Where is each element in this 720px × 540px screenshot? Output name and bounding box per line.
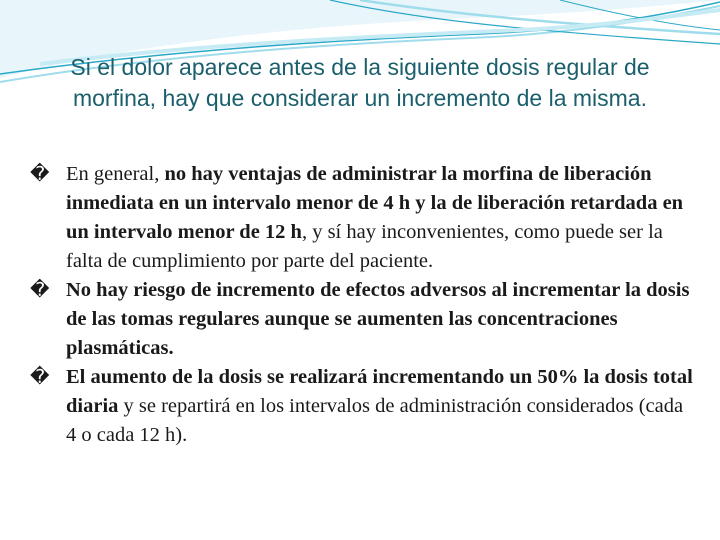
bullet-marker-icon: � xyxy=(30,366,50,388)
bullet-item-intervals xyxy=(30,160,694,276)
bullet-rest-text: y se repartirá en los intervalos de administración considerados (cada 4 o cada 12 h). xyxy=(66,395,684,446)
slide-title: Si el dolor aparece antes de la siguiente dosis regular de morfina, hay que considerar un incremento de la misma. xyxy=(70,54,650,111)
bullet-text xyxy=(66,363,694,450)
bullet-text xyxy=(66,276,694,363)
bullet-rest-text: , y sí hay inconvenientes, como puede ser la falta de cumplimiento por parte del paciente. xyxy=(66,221,663,272)
bullet-marker-icon: � xyxy=(30,163,50,185)
bullet-item-dose-increase xyxy=(30,363,694,450)
bullet-bold-text: El aumento de la dosis se realizará incrementando un 50% la dosis total diaria xyxy=(66,366,693,417)
bullet-text xyxy=(66,160,694,276)
bullet-list xyxy=(30,160,694,450)
bullet-bold-text: no hay ventajas de administrar la morfina de liberación inmediata en un intervalo menor de 4 h y la de liberación retardada en un intervalo menor de 12 h xyxy=(66,163,684,243)
bullet-marker-icon: � xyxy=(30,279,50,301)
bullet-intro: En general, xyxy=(66,163,165,185)
bullet-item-adverse-effects xyxy=(30,276,694,363)
bullet-bold-text: No hay riesgo de incremento de efectos adversos al incrementar la dosis de las tomas regulares aunque se aumenten las concentraciones plasmáticas. xyxy=(66,279,690,359)
